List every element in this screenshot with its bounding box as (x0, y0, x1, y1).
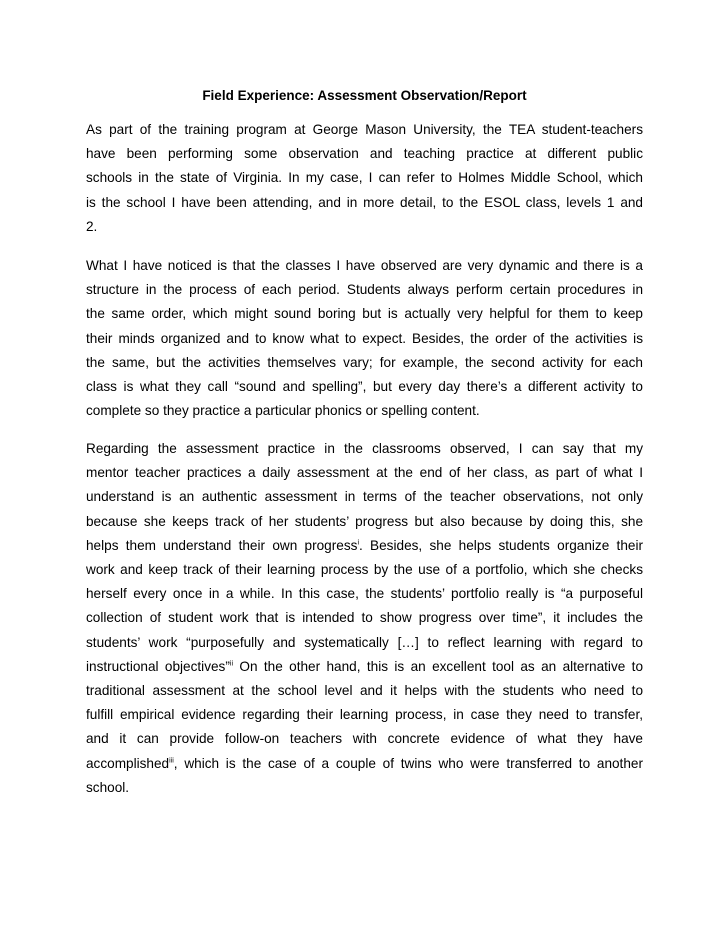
paragraph-line: collection of student work that is intended to show progress over time”, it includes the (86, 610, 643, 626)
line-text: . Besides, she helps students organize their (359, 537, 644, 553)
document-title: Field Experience: Assessment Observation/Report (202, 88, 527, 103)
footnote-marker: i (357, 539, 359, 547)
paragraph-line: Regarding the assessment practice in the classrooms observed, I can say that my (86, 441, 643, 456)
paragraph-line: the same, but the activities themselves vary; for example, the second activity for each (86, 354, 643, 370)
paragraph-line: traditional assessment at the school level and it helps with the students who need to (86, 683, 643, 699)
paragraph-line: mentor teacher practices a daily assessment at the end of her class, as part of what I (86, 465, 643, 481)
paragraph-line: schools in the state of Virginia. In my case, I can refer to Holmes Middle School, which (86, 170, 643, 186)
line-text: accomplished (86, 755, 170, 771)
paragraph-line: understand is an authentic assessment in terms of the teacher observations, not only (86, 489, 643, 505)
paragraph-3 (86, 437, 643, 800)
paragraph-line: 2. (86, 218, 98, 234)
paragraph-line: What I have noticed is that the classes I have observed are very dynamic and there is a (86, 258, 643, 273)
line-text: helps them understand their own progress (86, 537, 358, 553)
paragraph-line-with-footnote (86, 655, 643, 679)
paragraph-line: work and keep track of their learning process by the use of a portfolio, which she checks (86, 562, 643, 578)
paragraph-line: complete so they practice a particular phonics or spelling content. (86, 403, 480, 419)
paragraph-1 (86, 118, 643, 239)
paragraph-line-with-footnote (86, 752, 643, 776)
paragraph-line: school. (86, 779, 130, 795)
paragraph-line: class is what they call “sound and spelling”, but every day there’s a different activity to (86, 379, 643, 395)
footnote-marker: ii (229, 660, 234, 668)
footnote-marker: iii (169, 757, 174, 765)
paragraph-line: because she keeps track of her students’ progress but also because by doing this, she (86, 513, 643, 529)
paragraph-line: herself every once in a while. In this case, the students’ portfolio really is “a purposeful (86, 586, 643, 602)
paragraph-line-with-footnote (86, 534, 643, 558)
line-text: instructional objectives” (86, 658, 230, 674)
paragraph-line: fulfill empirical evidence regarding their learning process, in case they need to transfer, (86, 707, 643, 723)
line-text: On the other hand, this is an excellent tool as an alternative to (233, 658, 644, 674)
paragraph-line: have been performing some observation and teaching practice at different public (86, 146, 643, 162)
paragraph-line: their minds organized and to know what to expect. Besides, the order of the activities is (86, 330, 643, 346)
paragraph-line: structure in the process of each period. Students always perform certain procedures in (86, 282, 643, 298)
line-text: , which is the case of a couple of twins who were transferred to another (173, 755, 643, 771)
paragraph-line: is the school I have been attending, and in more detail, to the ESOL class, levels 1 and (86, 194, 643, 210)
paragraph-line: the same order, which might sound boring but is actually very helpful for them to keep (86, 306, 643, 322)
paragraph-line: and it can provide follow-on teachers with concrete evidence of what they have (86, 731, 643, 747)
paragraph-line: students’ work “purposefully and systematically […] to reflect learning with regard to (86, 634, 643, 650)
paragraph-line: As part of the training program at George Mason University, the TEA student-teachers (86, 122, 643, 137)
paragraph-2 (86, 254, 643, 423)
